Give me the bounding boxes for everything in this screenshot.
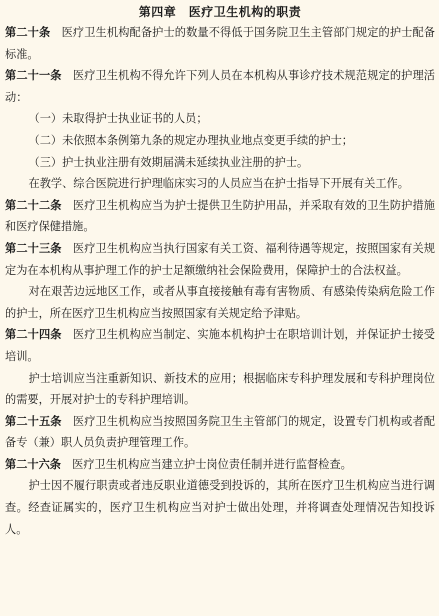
article-text: 医疗卫生机构应当建立护士岗位责任制并进行监督检查。 xyxy=(60,457,352,471)
article-21 xyxy=(5,65,435,108)
list-item-1: （一）未取得护士执业证书的人员； xyxy=(28,112,208,126)
paragraph-internship: 在教学、综合医院进行护理临床实习的人员应当在护士指导下开展有关工作。 xyxy=(28,177,409,191)
article-20 xyxy=(5,22,435,65)
article-26 xyxy=(5,454,435,476)
article-number: 第二十三条 xyxy=(5,241,62,255)
list-item-2: （二）未依照本条例第九条的规定办理执业地点变更手续的护士； xyxy=(28,133,353,147)
list-item-3: （三）护士执业注册有效期届满未延续执业注册的护士。 xyxy=(28,155,309,169)
paragraph-complaint: 护士因不履行职责或者违反职业道德受到投诉的，其所在医疗卫生机构应当进行调查。经查证属实的，医疗卫生机构应当对护士做出处理，并将调查处理情况告知投诉人。 xyxy=(5,479,435,536)
article-24 xyxy=(5,324,435,367)
article-number: 第二十六条 xyxy=(5,457,61,471)
article-text: 医疗卫生机构应当执行国家有关工资、福利待遇等规定，按照国家有关规定为在本机构从事护理工作的护士足额缴纳社会保险费用，保障护士的合法权益。 xyxy=(5,241,435,277)
article-text: 医疗卫生机构应当按照国务院卫生主管部门的规定，设置专门机构或者配备专（兼）职人员负责护理管理工作。 xyxy=(5,414,435,450)
article-number: 第二十四条 xyxy=(5,328,62,342)
article-text: 医疗卫生机构应当制定、实施本机构护士在职培训计划，并保证护士接受培训。 xyxy=(5,328,435,363)
article-number: 第二十一条 xyxy=(5,69,62,83)
article-number: 第二十条 xyxy=(5,26,51,39)
article-number: 第二十五条 xyxy=(5,414,62,428)
article-text: 医疗卫生机构配备护士的数量不得低于国务院卫生主管部门规定的护士配备标准。 xyxy=(5,26,435,61)
article-text: 医疗卫生机构不得允许下列人员在本机构从事诊疗技术规范规定的护理活动： xyxy=(5,69,435,104)
paragraph-allowance: 对在艰苦边远地区工作，或者从事直接接触有毒有害物质、有感染传染病危险工作的护士，所在医疗卫生机构应当按照国家有关规定给予津贴。 xyxy=(5,285,435,320)
paragraph-training: 护士培训应当注重新知识、新技术的应用；根据临床专科护理发展和专科护理岗位的需要，开展对护士的专科护理培训。 xyxy=(5,371,435,407)
article-number: 第二十二条 xyxy=(5,198,62,212)
article-23 xyxy=(5,238,435,281)
article-22 xyxy=(5,195,435,238)
article-25 xyxy=(5,411,435,454)
article-text: 医疗卫生机构应当为护士提供卫生防护用品，并采取有效的卫生防护措施和医疗保健措施。 xyxy=(5,198,435,234)
chapter-title: 第四章 医疗卫生机构的职责 xyxy=(138,5,302,19)
